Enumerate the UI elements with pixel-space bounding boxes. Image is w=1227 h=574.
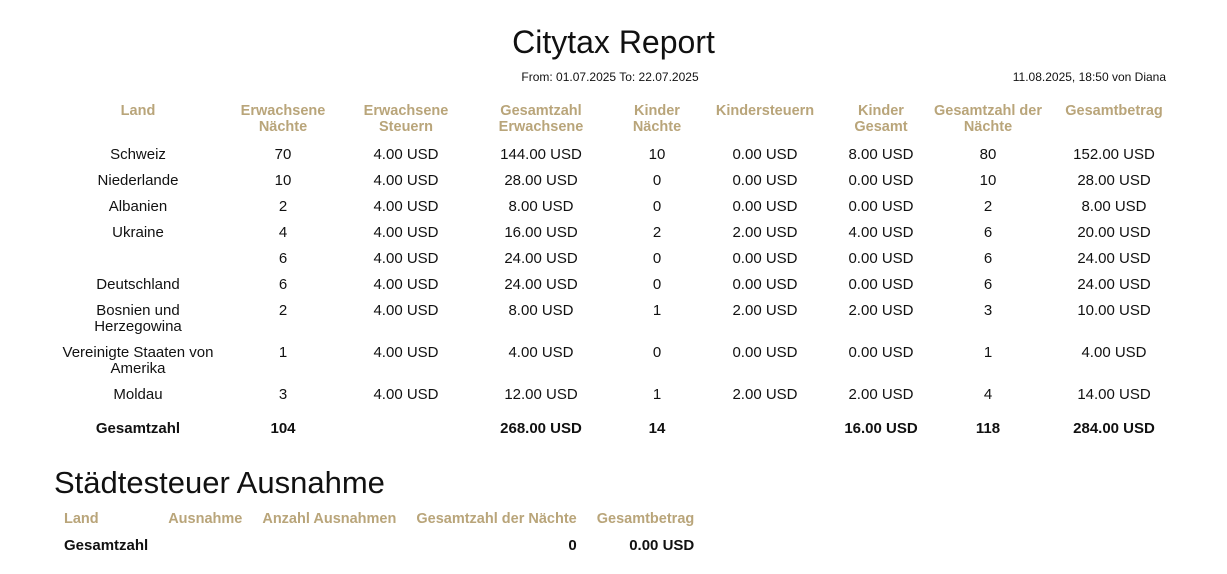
value-cell: 70 — [274, 146, 292, 163]
exemptions-column-header: Gesamtzahl der Nächte — [416, 511, 577, 527]
value-cell: 1 — [652, 386, 662, 403]
table-row — [60, 145, 1178, 171]
value-cell: 0.00 USD — [732, 146, 798, 163]
value-cell: 4 — [278, 224, 288, 241]
exemptions-table — [54, 509, 704, 556]
value-cell: 0.00 USD — [848, 198, 914, 215]
value-cell: 0 — [652, 276, 662, 293]
value-cell: 4.00 USD — [373, 302, 439, 319]
value-cell: 4.00 USD — [1081, 344, 1147, 361]
value-cell: 0 — [652, 250, 662, 267]
column-header: Kindersteuern — [715, 103, 815, 119]
value-cell: 4 — [983, 386, 993, 403]
column-header: Kinder Nächte — [632, 103, 682, 135]
table-row — [60, 249, 1178, 275]
column-header: Gesamtzahl der Nächte — [934, 103, 1042, 135]
value-cell: 0 — [652, 172, 662, 189]
column-header: Erwachsene Steuern — [363, 103, 449, 135]
value-cell: 8.00 USD — [508, 302, 574, 319]
value-cell: 4.00 USD — [373, 198, 439, 215]
value-cell: 12.00 USD — [504, 386, 578, 403]
value-cell: 4.00 USD — [848, 224, 914, 241]
value-cell: 2 — [278, 302, 288, 319]
column-header: Land — [120, 103, 156, 119]
value-cell: 16.00 USD — [504, 224, 578, 241]
table-row — [60, 343, 1178, 385]
total-value: 118 — [975, 420, 1001, 437]
value-cell: 0 — [652, 198, 662, 215]
exemptions-column-header: Anzahl Ausnahmen — [262, 511, 397, 527]
column-header: Erwachsene Nächte — [240, 103, 326, 135]
exemptions-title: Städtesteuer Ausnahme — [54, 465, 385, 500]
page-title: Citytax Report — [512, 24, 715, 60]
value-cell: 80 — [979, 146, 997, 163]
value-cell: 144.00 USD — [500, 146, 582, 163]
exemptions-column-header: Land — [64, 511, 99, 527]
exemptions-total-value — [252, 535, 406, 556]
exemptions-total-row — [54, 535, 704, 556]
value-cell: 6 — [983, 250, 993, 267]
value-cell: 4.00 USD — [508, 344, 574, 361]
total-value — [350, 411, 462, 463]
country-cell: Schweiz — [110, 146, 166, 163]
value-cell: 28.00 USD — [504, 172, 578, 189]
total-label: Gesamtzahl — [95, 420, 181, 437]
value-cell: 8.00 USD — [508, 198, 574, 215]
generated-stamp: 11.08.2025, 18:50 von Diana — [1012, 70, 1166, 84]
total-value — [694, 411, 836, 463]
value-cell: 24.00 USD — [504, 276, 578, 293]
value-cell: 4.00 USD — [373, 146, 439, 163]
value-cell: 2.00 USD — [732, 224, 798, 241]
value-cell: 4.00 USD — [373, 386, 439, 403]
value-cell: 2.00 USD — [848, 386, 914, 403]
report-body — [60, 145, 1178, 463]
value-cell: 10 — [648, 146, 666, 163]
value-cell: 10.00 USD — [1077, 302, 1151, 319]
value-cell: 3 — [278, 386, 288, 403]
report-header-row — [60, 101, 1178, 145]
table-row — [60, 385, 1178, 411]
value-cell: 2.00 USD — [732, 386, 798, 403]
value-cell: 24.00 USD — [1077, 276, 1151, 293]
value-cell: 2 — [652, 224, 662, 241]
table-row — [60, 223, 1178, 249]
exemptions-total-value: 0 — [568, 537, 577, 554]
exemptions-column-header: Ausnahme — [168, 511, 243, 527]
value-cell: 6 — [983, 276, 993, 293]
country-cell: Vereinigte Staaten von Amerika — [62, 344, 214, 377]
value-cell: 4.00 USD — [373, 344, 439, 361]
value-cell: 4.00 USD — [373, 172, 439, 189]
value-cell: 0.00 USD — [848, 250, 914, 267]
value-cell: 0.00 USD — [848, 276, 914, 293]
citytax-report-table — [60, 101, 1178, 463]
value-cell: 6 — [983, 224, 993, 241]
value-cell: 8.00 USD — [848, 146, 914, 163]
date-range: From: 01.07.2025 To: 22.07.2025 — [521, 70, 699, 84]
value-cell: 0.00 USD — [732, 344, 798, 361]
value-cell: 10 — [979, 172, 997, 189]
exemptions-column-header: Gesamtbetrag — [596, 511, 695, 527]
total-value: 14 — [648, 420, 666, 437]
total-value: 268.00 USD — [500, 420, 582, 437]
value-cell: 2.00 USD — [848, 302, 914, 319]
exemptions-total-label: Gesamtzahl — [64, 537, 149, 554]
value-cell: 0.00 USD — [732, 198, 798, 215]
value-cell: 0.00 USD — [732, 276, 798, 293]
table-row — [60, 301, 1178, 343]
value-cell: 14.00 USD — [1077, 386, 1151, 403]
country-cell: Bosnien und Herzegowina — [94, 302, 182, 335]
table-row — [60, 197, 1178, 223]
value-cell: 1 — [983, 344, 993, 361]
value-cell: 6 — [278, 250, 288, 267]
total-value: 284.00 USD — [1073, 420, 1155, 437]
value-cell: 0.00 USD — [732, 250, 798, 267]
value-cell: 6 — [278, 276, 288, 293]
column-header: Kinder Gesamt — [854, 103, 908, 135]
value-cell: 10 — [274, 172, 292, 189]
value-cell: 28.00 USD — [1077, 172, 1151, 189]
value-cell: 0.00 USD — [848, 172, 914, 189]
total-value: 16.00 USD — [844, 420, 918, 437]
table-row — [60, 275, 1178, 301]
value-cell: 3 — [983, 302, 993, 319]
total-row — [60, 411, 1178, 463]
value-cell: 4.00 USD — [373, 276, 439, 293]
exemptions-total-value — [158, 535, 252, 556]
total-value: 104 — [270, 420, 296, 437]
exemptions-header-row — [54, 509, 704, 535]
exemptions-total-value: 0.00 USD — [629, 537, 695, 554]
value-cell: 1 — [278, 344, 288, 361]
value-cell: 2 — [983, 198, 993, 215]
country-cell: Niederlande — [97, 172, 179, 189]
value-cell: 0.00 USD — [732, 172, 798, 189]
country-cell: Deutschland — [96, 276, 180, 293]
value-cell: 152.00 USD — [1073, 146, 1155, 163]
value-cell: 4.00 USD — [373, 250, 439, 267]
value-cell: 24.00 USD — [504, 250, 578, 267]
value-cell: 2 — [278, 198, 288, 215]
column-header: Gesamtbetrag — [1065, 103, 1163, 119]
country-cell: Albanien — [108, 198, 168, 215]
value-cell: 1 — [652, 302, 662, 319]
value-cell: 2.00 USD — [732, 302, 798, 319]
value-cell: 20.00 USD — [1077, 224, 1151, 241]
column-header: Gesamtzahl Erwachsene — [498, 103, 584, 135]
country-cell: Ukraine — [112, 224, 164, 241]
value-cell: 24.00 USD — [1077, 250, 1151, 267]
country-cell — [60, 249, 216, 275]
value-cell: 0.00 USD — [848, 344, 914, 361]
country-cell: Moldau — [113, 386, 163, 403]
table-row — [60, 171, 1178, 197]
value-cell: 4.00 USD — [373, 224, 439, 241]
value-cell: 8.00 USD — [1081, 198, 1147, 215]
value-cell: 0 — [652, 344, 662, 361]
